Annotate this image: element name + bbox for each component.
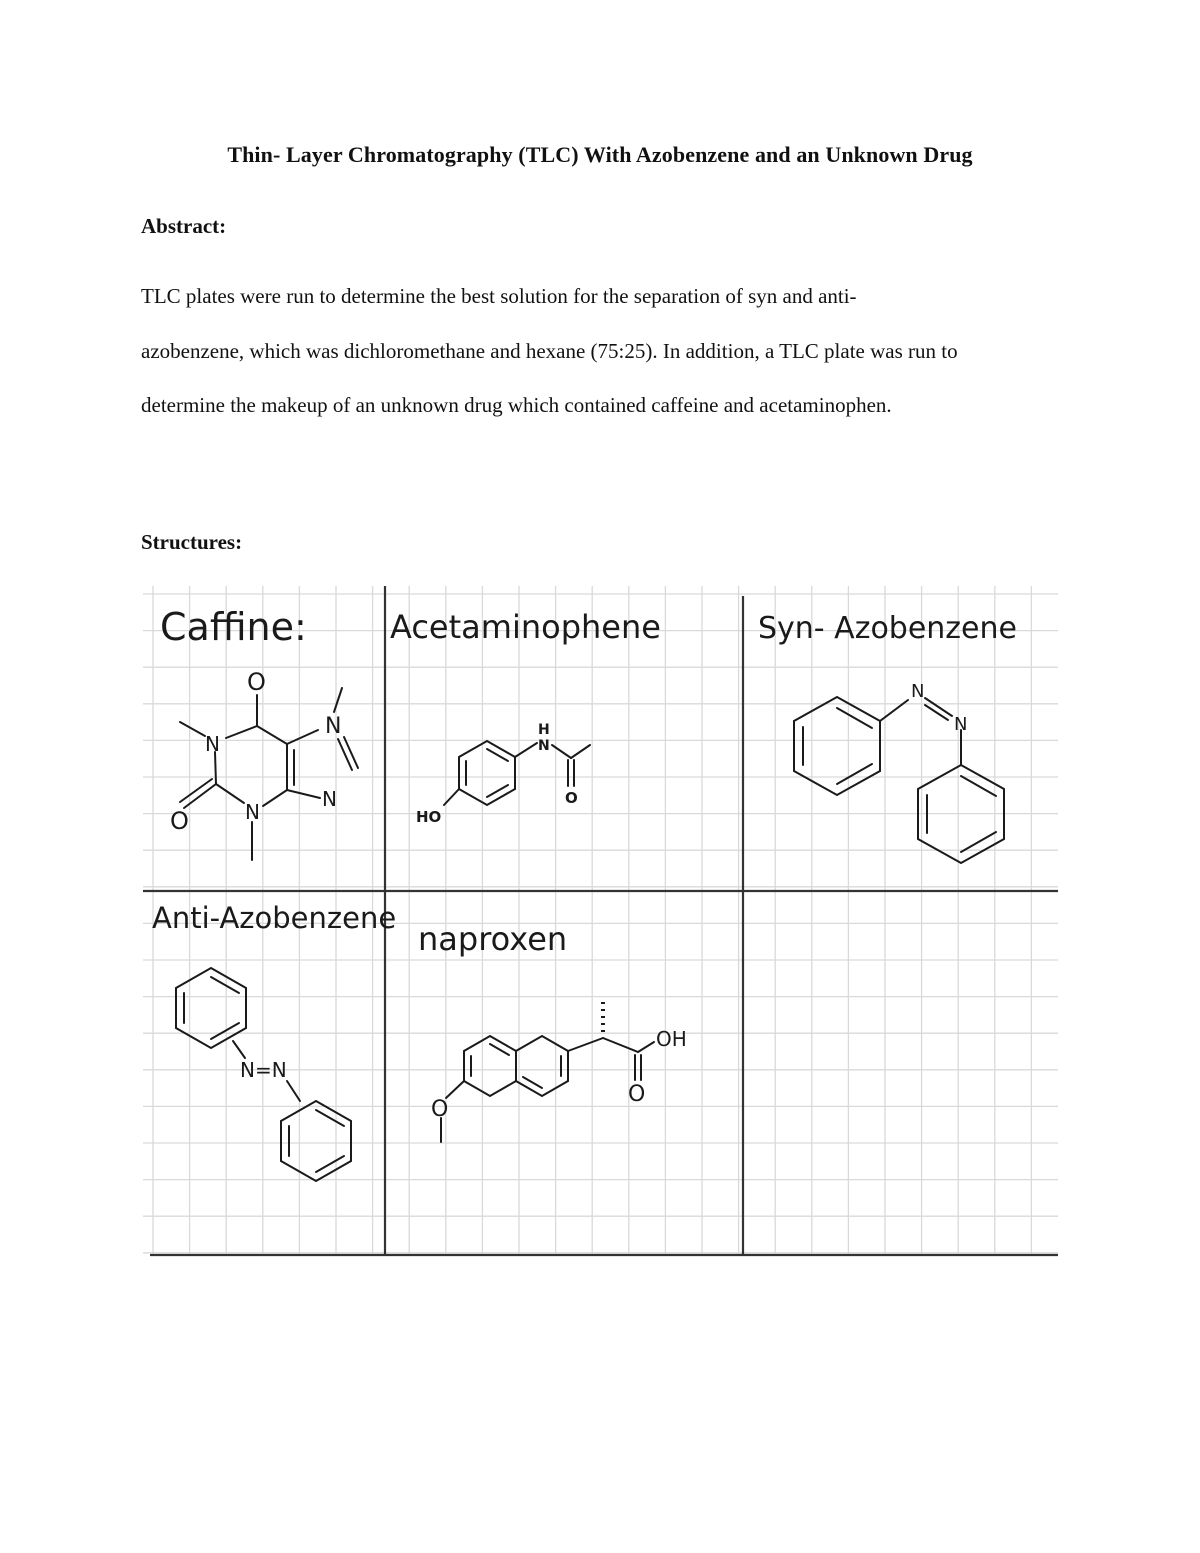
acetaminophen-atom: HO	[416, 808, 442, 826]
naproxen-atom: O	[431, 1097, 449, 1122]
caffeine-atom: N	[245, 800, 260, 824]
naproxen-atom: OH	[656, 1027, 687, 1051]
caffeine-atom: N	[322, 787, 337, 811]
acetaminophen-atom: N	[538, 738, 550, 754]
anti-azobenzene-structure	[152, 901, 396, 1181]
caffeine-atom: N	[325, 714, 342, 739]
abstract-line: TLC plates were run to determine the best solution for the separation of syn and anti-	[141, 284, 857, 308]
anti-azobenzene-atom: N=N	[240, 1058, 287, 1082]
naproxen-atom: O	[628, 1082, 646, 1107]
abstract-line: determine the makeup of an unknown drug which contained caffeine and acetaminophen.	[141, 393, 892, 417]
naproxen-structure	[418, 920, 687, 1142]
anti-azobenzene-label: Anti-Azobenzene	[152, 901, 397, 935]
abstract-line: azobenzene, which was dichloromethane and hexane (75:25). In addition, a TLC plate was run to	[141, 339, 958, 363]
acetaminophen-label: Acetaminophene	[390, 608, 661, 646]
document-title: Thin- Layer Chromatography (TLC) With Azobenzene and an Unknown Drug	[227, 142, 973, 167]
syn-azobenzene-structure	[758, 611, 1017, 863]
syn-azobenzene-atom: N	[954, 714, 968, 735]
caffeine-atom: O	[247, 668, 266, 696]
naproxen-label: naproxen	[418, 920, 568, 958]
acetaminophen-structure	[390, 608, 661, 826]
caffeine-label: Caffine:	[160, 605, 307, 649]
structures-heading: Structures:	[141, 530, 243, 554]
abstract-heading: Abstract:	[141, 214, 227, 238]
stereo-hash-bond	[601, 1003, 605, 1031]
syn-azobenzene-atom: N	[911, 681, 925, 702]
caffeine-atom: O	[170, 807, 189, 835]
syn-azobenzene-label: Syn- Azobenzene	[758, 611, 1017, 646]
acetaminophen-atom: H	[538, 722, 550, 738]
acetaminophen-atom: O	[565, 789, 578, 807]
caffeine-atom: N	[205, 732, 220, 756]
